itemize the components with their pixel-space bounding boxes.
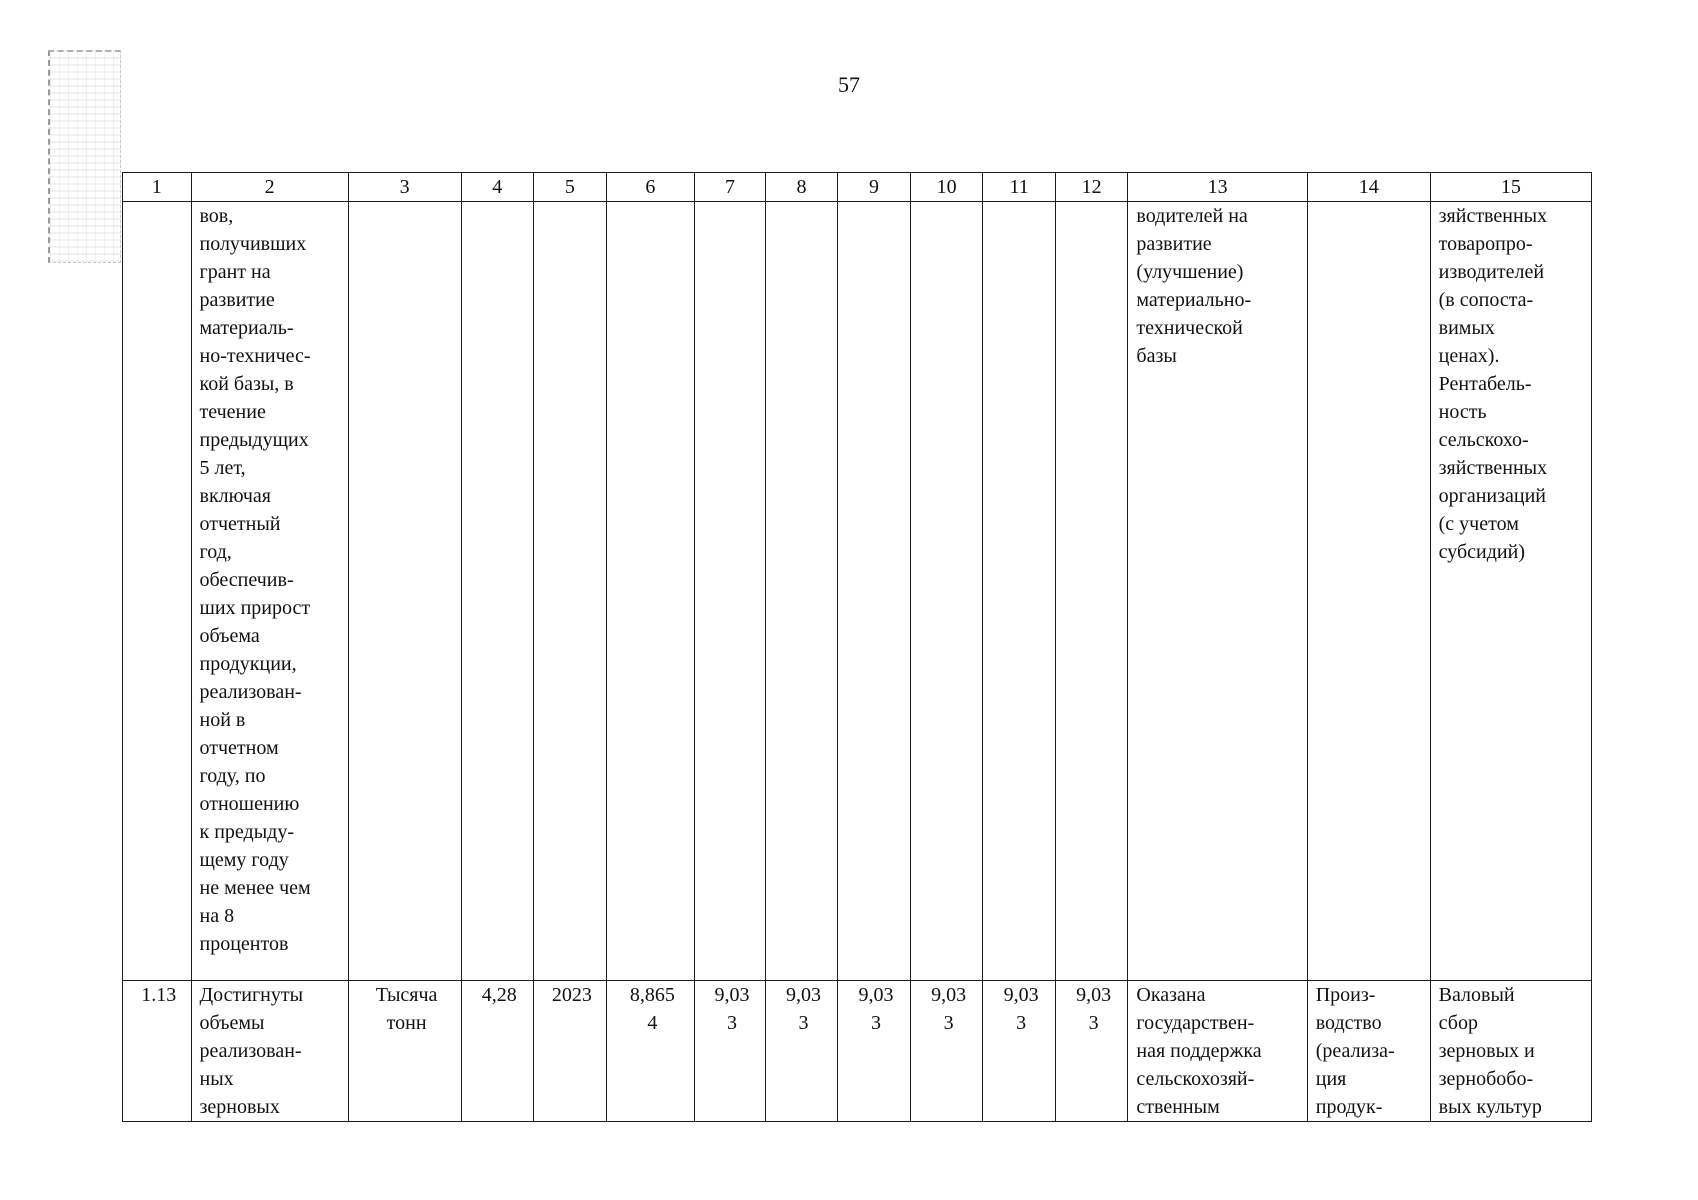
table-row	[123, 202, 1592, 981]
table-cell	[910, 202, 983, 981]
table-cell: 9,03 3	[765, 981, 838, 1122]
header-cell: 15	[1430, 173, 1591, 202]
table-cell	[983, 202, 1056, 981]
table-cell	[765, 202, 838, 981]
table-cell: Произ- водство (реализа- ция продук-	[1307, 981, 1430, 1122]
header-cell: 12	[1055, 173, 1128, 202]
table-cell: 9,03 3	[838, 981, 911, 1122]
table-cell: 4,28	[461, 981, 534, 1122]
table-cell: 9,03 3	[1055, 981, 1128, 1122]
table-cell: зяйственных товаропро- изводителей (в сопоста- вимых ценах). Рентабель- ность сельскохо- зяйственных организаций (с учетом субсидий)	[1430, 202, 1591, 981]
header-cell: 14	[1307, 173, 1430, 202]
table-cell: 9,03 3	[695, 981, 766, 1122]
table-cell: 1.13	[123, 981, 192, 1122]
table-cell: водителей на развитие (улучшение) материально- технической базы	[1128, 202, 1307, 981]
header-cell: 6	[606, 173, 695, 202]
table-cell: 9,03 3	[983, 981, 1056, 1122]
table-cell: Оказана государствен- ная поддержка сельскохозяй- ственным	[1128, 981, 1307, 1122]
table-cell	[1055, 202, 1128, 981]
table-cell: 9,03 3	[910, 981, 983, 1122]
table-cell	[461, 202, 534, 981]
table-cell	[123, 202, 192, 981]
header-cell: 3	[348, 173, 461, 202]
table-cell	[695, 202, 766, 981]
header-cell: 11	[983, 173, 1056, 202]
table-cell: 8,865 4	[606, 981, 695, 1122]
header-cell: 9	[838, 173, 911, 202]
table-cell	[606, 202, 695, 981]
table-cell: 2023	[534, 981, 607, 1122]
table-cell	[534, 202, 607, 981]
header-cell: 1	[123, 173, 192, 202]
stamp-mark	[48, 50, 121, 263]
table-cell: Тысяча тонн	[348, 981, 461, 1122]
header-cell: 7	[695, 173, 766, 202]
header-cell: 8	[765, 173, 838, 202]
table-cell	[838, 202, 911, 981]
table-cell	[348, 202, 461, 981]
table-cell	[1307, 202, 1430, 981]
header-row	[123, 173, 1592, 202]
data-table	[122, 172, 1592, 1122]
header-cell: 13	[1128, 173, 1307, 202]
table-row	[123, 981, 1592, 1122]
page-number: 57	[838, 72, 860, 97]
header-cell: 2	[191, 173, 348, 202]
table-cell: Валовый сбор зерновых и зернобобо- вых культур	[1430, 981, 1591, 1122]
header-cell: 4	[461, 173, 534, 202]
header-cell: 5	[534, 173, 607, 202]
table-cell: вов, получивших грант на развитие материаль- но-техничес- кой базы, в течение предыдущих 5 лет, включая отчетный год, обеспечив- ших прирост объема продукции, реализован- ной в отчетном году, по отношению к предыду- щему году не менее чем на 8 процентов	[191, 202, 348, 981]
header-cell: 10	[910, 173, 983, 202]
table-cell: Достигнуты объемы реализован- ных зерновых	[191, 981, 348, 1122]
